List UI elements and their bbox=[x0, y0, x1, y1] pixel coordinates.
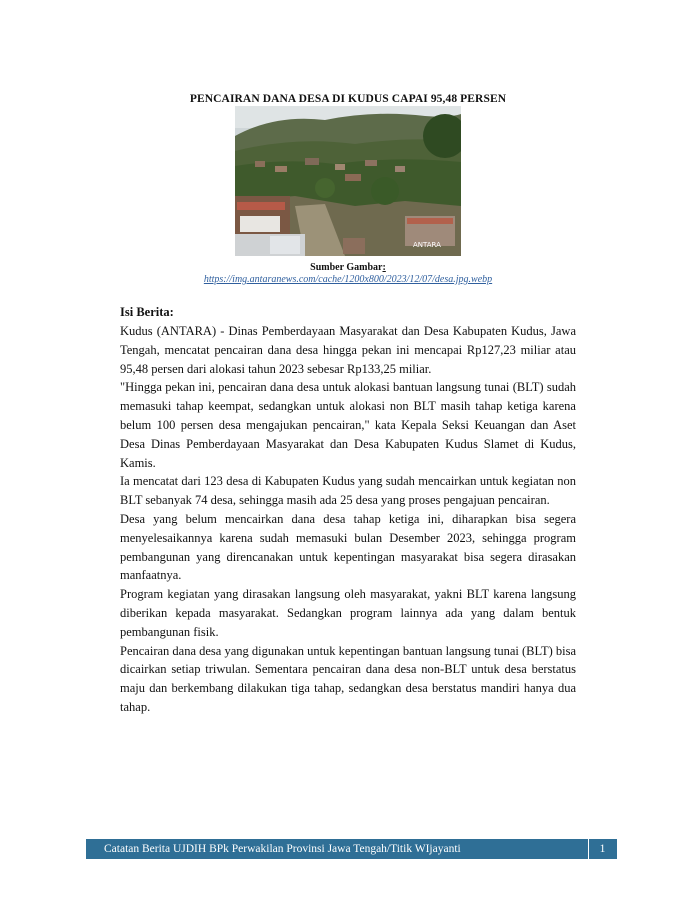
village-photo-illustration bbox=[235, 106, 461, 256]
image-source-colon: : bbox=[382, 262, 386, 273]
page-footer bbox=[86, 839, 617, 859]
section-heading: Isi Berita: bbox=[120, 305, 174, 319]
page-number: 1 bbox=[599, 843, 606, 855]
svg-text:ANTARA: ANTARA bbox=[413, 241, 441, 249]
article-body bbox=[120, 322, 576, 717]
article-paragraph: Pencairan dana desa yang digunakan untuk kepentingan bantuan langsung tunai (BLT) bisa dicairkan setiap triwulan. Sementara pencairan dana desa non-BLT untuk desa berstatus maju dan berkembang dilakukan tiga tahap, sedangkan desa berstatus mandiri hanya dua tahap. bbox=[120, 643, 577, 714]
article-paragraph: Program kegiatan yang dirasakan langsung oleh masyarakat, yakni BLT karena langsung diberikan kepada masyarakat. Sedangkan program lainnya ada yang dalam bentuk pembangunan fisik. bbox=[120, 587, 576, 639]
article-paragraph: Ia mencatat dari 123 desa di Kabupaten Kudus yang sudah mencairkan untuk kegiatan non BLT sebanyak 74 desa, sehingga masih ada 25 desa yang proses pengajuan pencairan. bbox=[120, 474, 576, 508]
image-source-label bbox=[0, 262, 696, 273]
footer-text: Catatan Berita UJDIH BPk Perwakilan Provinsi Jawa Tengah/Titik WIjayanti bbox=[104, 843, 461, 855]
article-paragraph: Desa yang belum mencairkan dana desa tahap ketiga ini, diharapkan bisa segera menyelesaikannya karena sudah memasuki bulan Desember 2023, sehingga program pembangunan yang direncanakan untuk kepentingan masyarakat bisa segera dirasakan manfaatnya. bbox=[120, 511, 576, 583]
document-title: PENCAIRAN DANA DESA DI KUDUS CAPAI 95,48 PERSEN bbox=[189, 93, 507, 105]
image-source-label-text: Sumber Gambar bbox=[310, 262, 383, 273]
article-paragraph: "Hingga pekan ini, pencairan dana desa untuk alokasi bantuan langsung tunai (BLT) sudah memasuki tahap keempat, sedangkan untuk alokasi non BLT masih tahap ketiga karena belum 100 persen desa mengajukan pencairan," kata Kepala Seksi Keuangan dan Aset Desa Dinas Pemberdayaan Masyarakat dan Desa Kabupaten Kudus Slamet di Kudus, Kamis. bbox=[120, 380, 576, 470]
article-paragraph: Kudus (ANTARA) - Dinas Pemberdayaan Masyarakat dan Desa Kabupaten Kudus, Jawa Tengah, mencatat pencairan dana desa hingga pekan ini mencapai Rp127,23 miliar atau 95,48 persen dari alokasi tahun 2023 sebesar Rp133,25 miliar. bbox=[120, 324, 576, 376]
image-source-link[interactable]: https://img.antaranews.com/cache/1200x800/2023/12/07/desa.jpg.webp bbox=[203, 274, 493, 285]
news-photo bbox=[235, 106, 461, 256]
